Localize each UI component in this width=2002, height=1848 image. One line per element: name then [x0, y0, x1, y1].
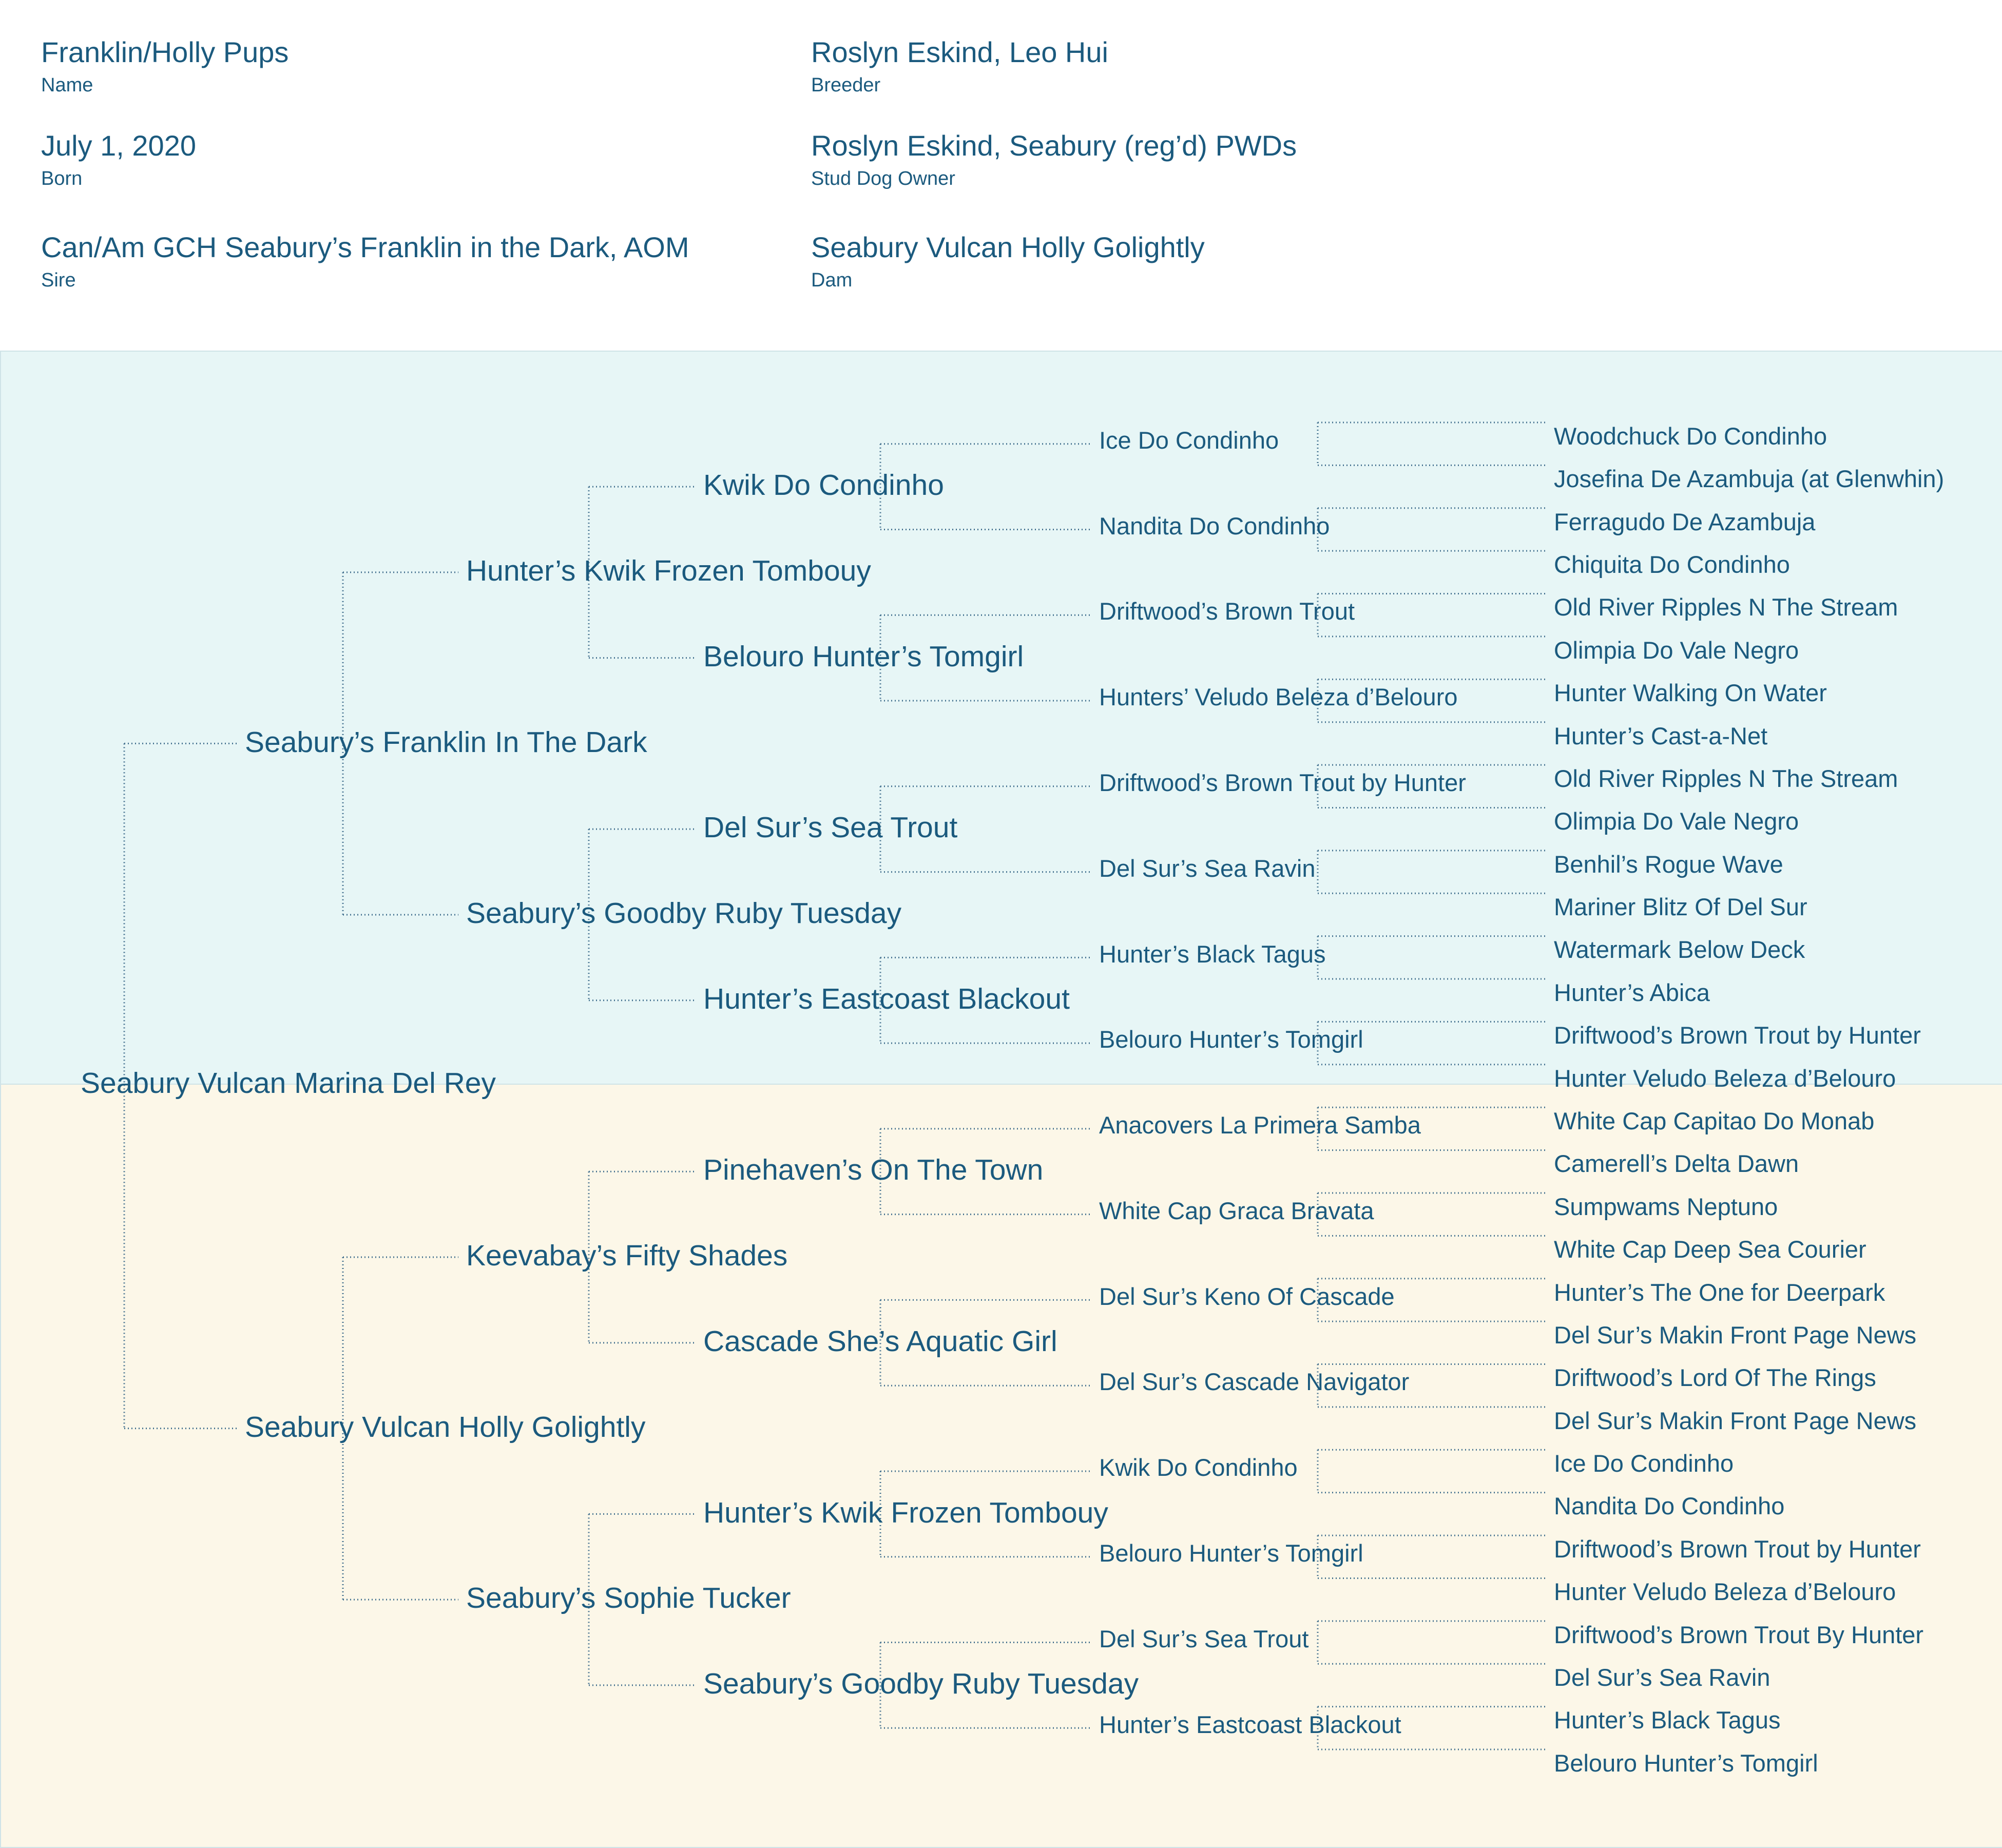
gen5-ancestor: Benhil’s Rogue Wave [1554, 850, 1783, 878]
gen5-ancestor: Hunter Veludo Beleza d’Belouro [1554, 1064, 1896, 1092]
gen4-ancestor: Belouro Hunter’s Tomgirl [1099, 1539, 1363, 1567]
gen4-ancestor: Hunter’s Black Tagus [1099, 940, 1326, 968]
litter-name: Franklin/Holly Pups [41, 36, 289, 68]
gen4-ancestor: Kwik Do Condinho [1099, 1454, 1298, 1481]
gen4-ancestor: Hunters’ Veludo Beleza d’Belouro [1099, 683, 1458, 711]
gen5-ancestor: Driftwood’s Brown Trout By Hunter [1554, 1621, 1924, 1648]
gen4-ancestor: White Cap Graca Bravata [1099, 1197, 1374, 1224]
gen3-ancestor: Seabury’s Goodby Ruby Tuesday [703, 1667, 1139, 1701]
gen5-ancestor: Driftwood’s Brown Trout by Hunter [1554, 1535, 1921, 1563]
gen4-ancestor: Del Sur’s Sea Trout [1099, 1625, 1309, 1652]
gen2-grandparent: Hunter’s Kwik Frozen Tombouy [466, 554, 871, 588]
gen5-ancestor: Woodchuck Do Condinho [1554, 422, 1827, 450]
dam-name: Seabury Vulcan Holly Golightly [811, 231, 1205, 263]
gen5-ancestor: Chiquita Do Condinho [1554, 550, 1790, 578]
gen5-ancestor: White Cap Deep Sea Courier [1554, 1236, 1866, 1263]
gen5-ancestor: Olimpia Do Vale Negro [1554, 636, 1799, 664]
born-label: Born [41, 168, 83, 189]
stud-owner-label: Stud Dog Owner [811, 168, 955, 189]
gen5-ancestor: Del Sur’s Makin Front Page News [1554, 1407, 1917, 1434]
gen4-ancestor: Ice Do Condinho [1099, 426, 1279, 454]
gen5-ancestor: Driftwood’s Lord Of The Rings [1554, 1364, 1876, 1392]
gen3-ancestor: Del Sur’s Sea Trout [703, 811, 958, 844]
gen5-ancestor: Old River Ripples N The Stream [1554, 593, 1898, 621]
gen3-ancestor: Belouro Hunter’s Tomgirl [703, 640, 1024, 673]
breeder-label: Breeder [811, 74, 881, 96]
gen3-ancestor: Hunter’s Eastcoast Blackout [703, 982, 1070, 1015]
sire-label: Sire [41, 270, 76, 291]
gen4-ancestor: Del Sur’s Cascade Navigator [1099, 1368, 1410, 1396]
litter-name-label: Name [41, 74, 93, 96]
gen5-ancestor: Del Sur’s Sea Ravin [1554, 1664, 1770, 1691]
gen3-ancestor: Pinehaven’s On The Town [703, 1153, 1044, 1187]
gen5-ancestor: Ice Do Condinho [1554, 1450, 1734, 1477]
breeder-name: Roslyn Eskind, Leo Hui [811, 36, 1108, 68]
gen5-ancestor: Hunter’s The One for Deerpark [1554, 1278, 1885, 1306]
gen3-ancestor: Kwik Do Condinho [703, 469, 944, 502]
gen5-ancestor: Hunter’s Black Tagus [1554, 1706, 1781, 1734]
gen5-ancestor: Nandita Do Condinho [1554, 1492, 1785, 1520]
sire-name: Can/Am GCH Seabury’s Franklin in the Dark, AOM [41, 231, 689, 263]
gen1-parent: Seabury Vulcan Holly Golightly [245, 1410, 646, 1443]
gen4-ancestor: Del Sur’s Keno Of Cascade [1099, 1282, 1395, 1310]
gen2-grandparent: Seabury’s Sophie Tucker [466, 1582, 791, 1615]
gen5-ancestor: Old River Ripples N The Stream [1554, 764, 1898, 792]
gen5-ancestor: Watermark Below Deck [1554, 936, 1805, 964]
gen5-ancestor: Hunter’s Abica [1554, 978, 1710, 1006]
gen5-ancestor: Ferragudo De Azambuja [1554, 508, 1816, 535]
gen5-ancestor: Hunter Walking On Water [1554, 679, 1827, 707]
born-date: July 1, 2020 [41, 129, 196, 162]
gen5-ancestor: White Cap Capitao Do Monab [1554, 1107, 1875, 1134]
gen2-grandparent: Seabury’s Goodby Ruby Tuesday [466, 897, 902, 930]
gen5-ancestor: Del Sur’s Makin Front Page News [1554, 1321, 1917, 1349]
gen4-ancestor: Driftwood’s Brown Trout [1099, 598, 1355, 625]
pedigree-root: Seabury Vulcan Marina Del Rey [81, 1067, 496, 1100]
gen5-ancestor: Belouro Hunter’s Tomgirl [1554, 1749, 1818, 1777]
gen4-ancestor: Driftwood’s Brown Trout by Hunter [1099, 769, 1466, 796]
dam-label: Dam [811, 270, 853, 291]
gen2-grandparent: Keevabay’s Fifty Shades [466, 1239, 788, 1273]
gen5-ancestor: Josefina De Azambuja (at Glenwhin) [1554, 465, 1945, 493]
gen5-ancestor: Camerell’s Delta Dawn [1554, 1150, 1799, 1178]
gen4-ancestor: Anacovers La Primera Samba [1099, 1111, 1421, 1139]
gen4-ancestor: Hunter’s Eastcoast Blackout [1099, 1710, 1401, 1738]
gen5-ancestor: Olimpia Do Vale Negro [1554, 807, 1799, 835]
gen4-ancestor: Belouro Hunter’s Tomgirl [1099, 1026, 1363, 1053]
gen5-ancestor: Hunter Veludo Beleza d’Belouro [1554, 1578, 1896, 1606]
gen5-ancestor: Sumpwams Neptuno [1554, 1192, 1778, 1220]
gen5-ancestor: Driftwood’s Brown Trout by Hunter [1554, 1022, 1921, 1049]
gen1-parent: Seabury’s Franklin In The Dark [245, 725, 647, 759]
gen5-ancestor: Hunter’s Cast-a-Net [1554, 722, 1768, 749]
gen4-ancestor: Nandita Do Condinho [1099, 512, 1330, 540]
gen3-ancestor: Hunter’s Kwik Frozen Tombouy [703, 1496, 1108, 1529]
stud-owner-name: Roslyn Eskind, Seabury (reg’d) PWDs [811, 129, 1297, 162]
gen4-ancestor: Del Sur’s Sea Ravin [1099, 854, 1316, 882]
gen5-ancestor: Mariner Blitz Of Del Sur [1554, 893, 1807, 921]
gen3-ancestor: Cascade She’s Aquatic Girl [703, 1325, 1057, 1358]
